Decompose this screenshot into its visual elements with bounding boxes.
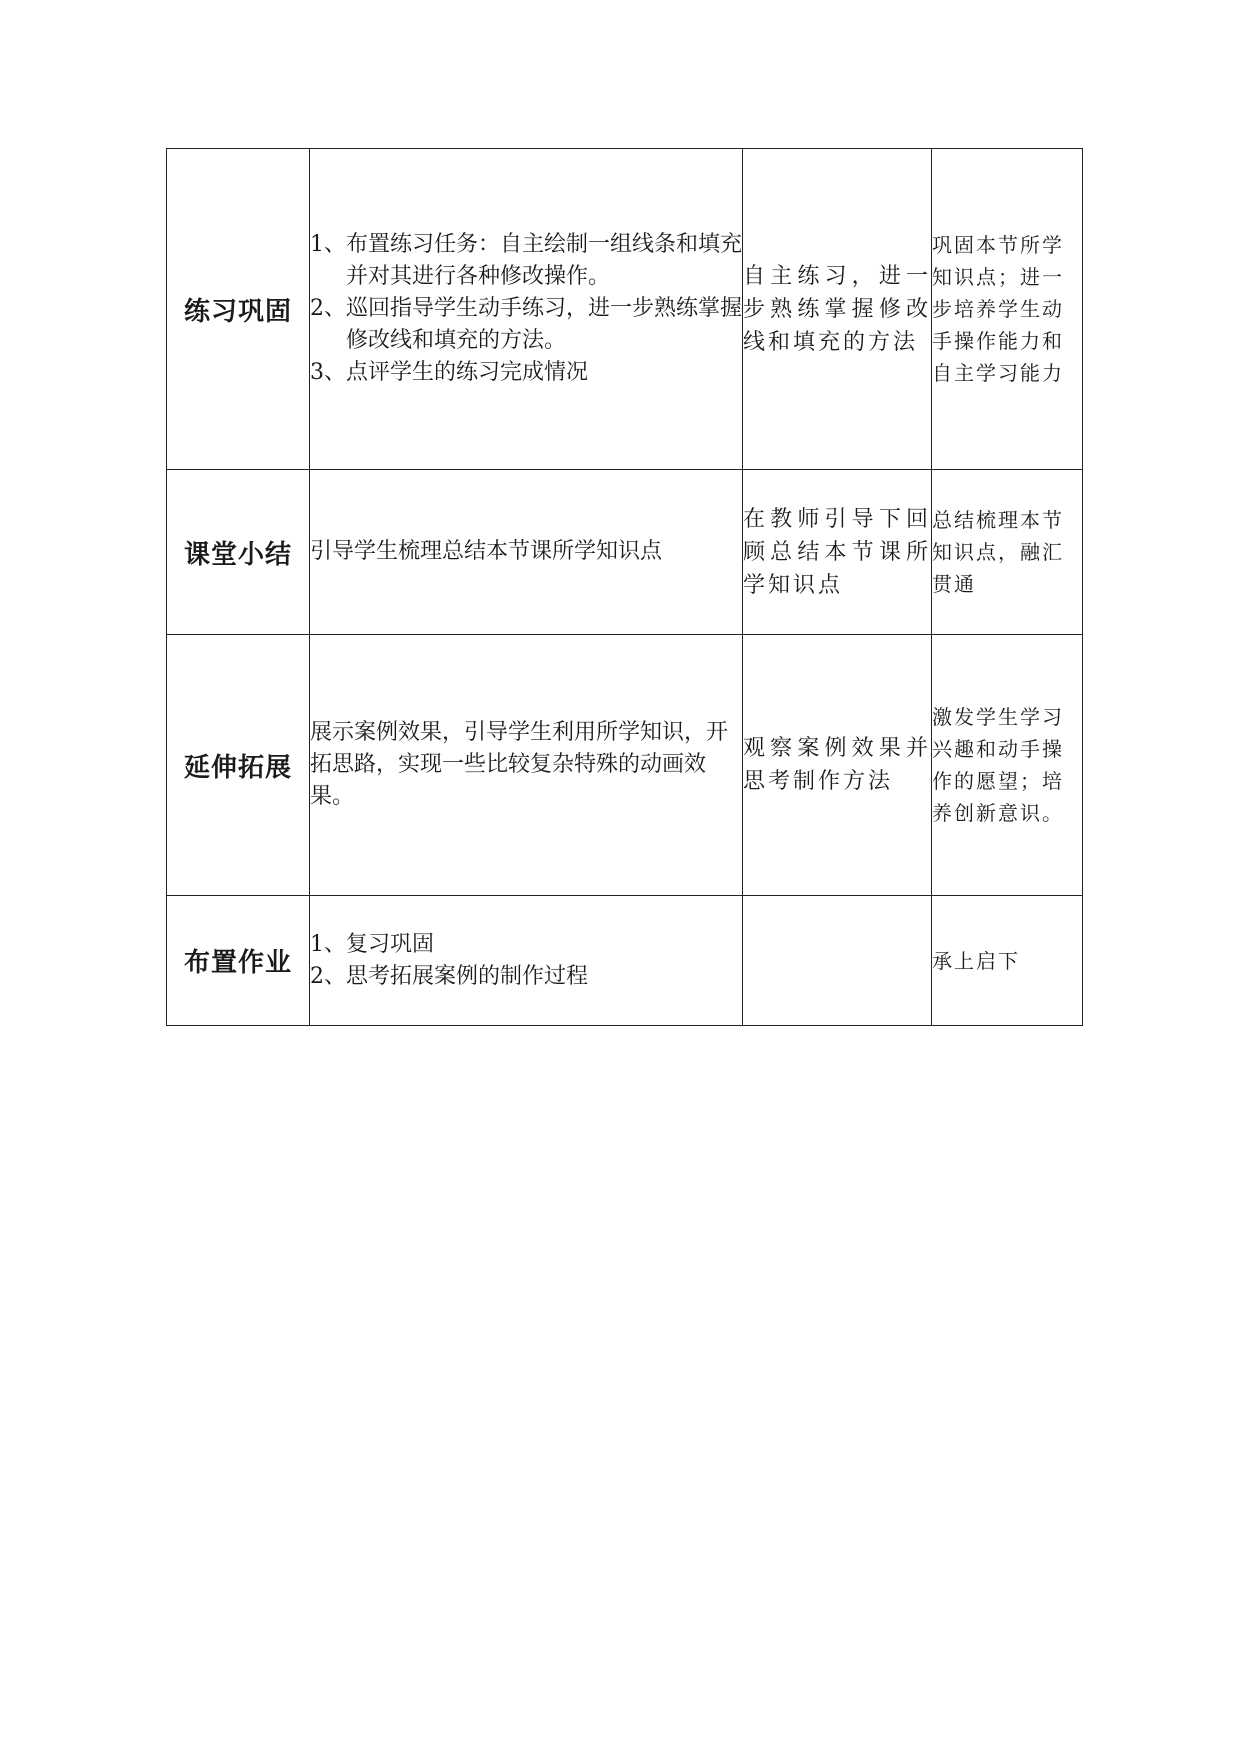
list-text: 点评学生的练习完成情况 — [346, 360, 589, 385]
stage-cell: 课堂小结 — [167, 470, 310, 635]
table-row — [167, 635, 1083, 896]
student-activity-cell: 在教师引导下回顾总结本节课所学知识点 — [743, 470, 932, 635]
teacher-activity-cell — [310, 149, 743, 470]
teacher-activity-cell — [310, 896, 743, 1026]
lesson-plan-table — [166, 148, 1083, 1026]
teacher-activity-cell: 引导学生梳理总结本节课所学知识点 — [310, 470, 743, 635]
list-number: 2、 — [310, 296, 346, 321]
table-row — [167, 470, 1083, 635]
table-row — [167, 149, 1083, 470]
table-row — [167, 896, 1083, 1026]
list-item — [310, 961, 742, 993]
list-item — [310, 293, 742, 357]
list-text: 巡回指导学生动手练习，进一步熟练掌握修改线和填充的方法。 — [346, 296, 743, 353]
design-intent-cell: 承上启下 — [932, 896, 1083, 1026]
design-intent-cell: 激发学生学习兴趣和动手操作的愿望；培养创新意识。 — [932, 635, 1083, 896]
design-intent-cell: 总结梳理本节知识点，融汇贯通 — [932, 470, 1083, 635]
list-item — [310, 229, 742, 293]
stage-cell: 布置作业 — [167, 896, 310, 1026]
student-activity-cell: 观察案例效果并思考制作方法 — [743, 635, 932, 896]
stage-cell: 延伸拓展 — [167, 635, 310, 896]
list-text: 布置练习任务：自主绘制一组线条和填充并对其进行各种修改操作。 — [346, 232, 743, 289]
list-text: 思考拓展案例的制作过程 — [346, 963, 589, 989]
list-item — [310, 357, 742, 389]
teacher-activity-cell: 展示案例效果，引导学生利用所学知识，开拓思路，实现一些比较复杂特殊的动画效果。 — [310, 635, 743, 896]
list-number: 1、 — [310, 931, 346, 957]
list-text: 复习巩固 — [346, 931, 435, 957]
student-activity-cell: 自主练习，进一步熟练掌握修改线和填充的方法 — [743, 149, 932, 470]
design-intent-cell: 巩固本节所学知识点；进一步培养学生动手操作能力和自主学习能力 — [932, 149, 1083, 470]
list-item — [310, 929, 742, 961]
student-activity-cell — [743, 896, 932, 1026]
stage-cell: 练习巩固 — [167, 149, 310, 470]
list-number: 3、 — [310, 360, 346, 385]
list-number: 1、 — [310, 232, 346, 257]
list-number: 2、 — [310, 963, 346, 989]
